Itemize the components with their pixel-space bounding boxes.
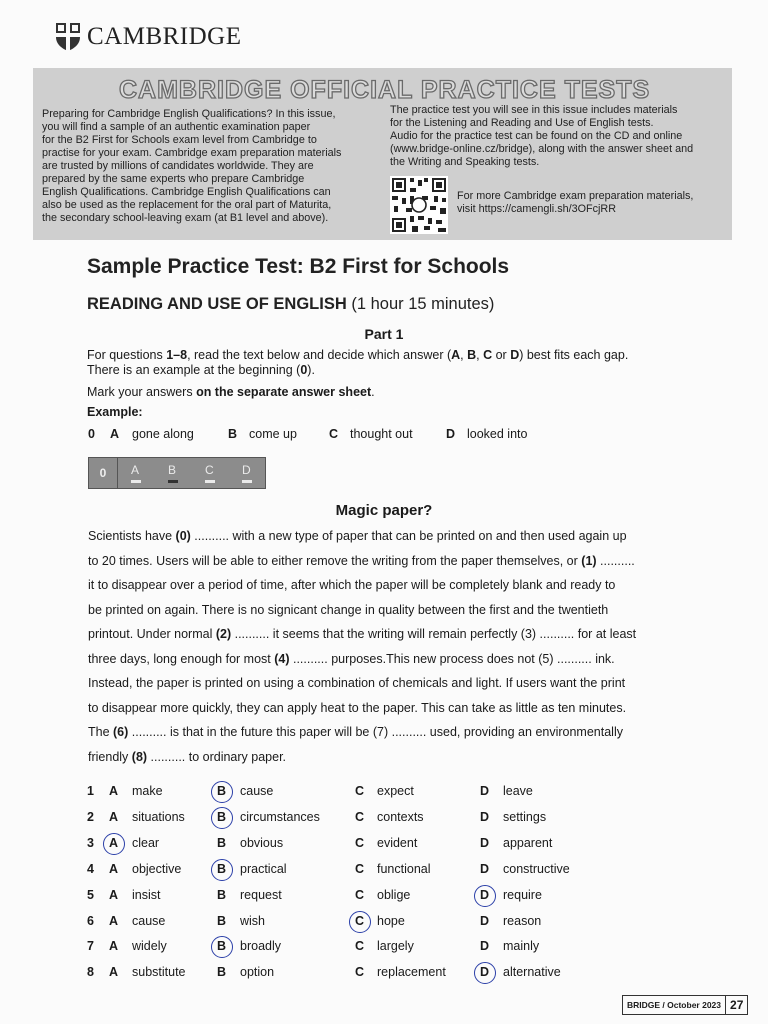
option-letter-a[interactable]: A (109, 939, 119, 954)
instr-text: , (460, 348, 468, 362)
gap-number: (1) (581, 553, 597, 568)
question-number: 5 (87, 887, 94, 902)
answer-instruction (87, 385, 375, 399)
option-letter-b[interactable]: B (217, 939, 227, 954)
instr-text: ) best fits each gap. (519, 348, 629, 362)
pen-circle-mark (474, 962, 496, 984)
promo-line: also be used as the replacement for the oral part of Maturita, (42, 199, 332, 211)
option-text-a[interactable]: make (132, 784, 163, 798)
option-letter-c[interactable]: C (355, 965, 365, 980)
promo-line: Audio for the practice test can be found on the CD and online (390, 130, 683, 142)
answer-bar-c[interactable] (205, 480, 215, 483)
pen-circle-mark (211, 859, 233, 881)
option-letter-a[interactable]: A (109, 965, 119, 980)
pen-circle-mark (474, 885, 496, 907)
option-text-c[interactable]: evident (377, 835, 418, 850)
text-segment: .......... it seems that the writing will remain perfectly (3) .......... for at least (231, 627, 637, 641)
example-letter-a: A (110, 427, 120, 441)
pen-circle-mark (211, 936, 233, 958)
option-text-d[interactable]: mainly (503, 939, 540, 954)
text-line (88, 529, 698, 543)
option-text-b[interactable]: option (240, 965, 275, 980)
option-text-b[interactable]: wish (240, 913, 266, 928)
text-segment: to disappear more quickly, they can apply heat to the paper. This can take as little as ten minutes. (88, 700, 627, 715)
option-letter-c[interactable]: C (355, 887, 365, 902)
section-name: READING AND USE OF ENGLISH (87, 295, 347, 313)
promo-line: The practice test you will see in this issue includes materials (390, 104, 678, 116)
option-letter-b[interactable]: B (217, 784, 227, 798)
option-text-b[interactable]: obvious (240, 835, 284, 850)
option-letter-c[interactable]: C (355, 939, 365, 954)
brand-name: CAMBRIDGE (87, 23, 242, 50)
instr-bold: 1–8 (166, 348, 188, 362)
option-letter-a[interactable]: A (109, 835, 119, 850)
example-answer-box (88, 457, 266, 489)
promo-line: for the B2 First for Schools exam level from Cambridge to (42, 134, 317, 146)
option-letter-b[interactable]: B (217, 861, 227, 876)
question-number: 6 (87, 913, 94, 928)
option-text-d[interactable]: leave (503, 784, 533, 798)
option-text-a[interactable]: cause (132, 913, 166, 928)
instr-text: For questions (87, 348, 167, 362)
pen-circle-mark (349, 911, 371, 933)
promo-right-text (390, 104, 725, 169)
option-text-b[interactable]: circumstances (240, 809, 320, 824)
pen-circle-mark (211, 807, 233, 829)
section-heading (87, 295, 494, 314)
instr-bold: A (451, 348, 461, 362)
promo-line: English Qualifications. Cambridge English Qualifications can (42, 186, 331, 198)
option-text-c[interactable]: oblige (377, 887, 411, 902)
option-text-a[interactable]: clear (132, 835, 160, 850)
option-letter-a[interactable]: A (109, 809, 119, 824)
option-letter-d[interactable]: D (480, 965, 490, 980)
text-line (88, 627, 698, 641)
promo-line: the Writing and Speaking tests. (390, 156, 540, 168)
section-duration: (1 hour 15 minutes) (346, 295, 495, 313)
option-text-d[interactable]: constructive (503, 861, 570, 876)
option-letter-b[interactable]: B (217, 965, 227, 980)
answer-box-letter-d: D (242, 463, 251, 477)
example-letter-b: B (228, 427, 238, 441)
option-text-b[interactable]: practical (240, 861, 287, 876)
pen-circle-mark (103, 833, 125, 855)
text-segment: .......... with a new type of paper that can be printed on and then used again up (190, 529, 627, 543)
option-letter-c[interactable]: C (355, 913, 365, 928)
instructions (87, 348, 687, 378)
gap-number: (8) (131, 749, 148, 764)
promo-line: you will find a sample of an authentic examination paper (42, 121, 311, 133)
option-letter-c[interactable]: C (355, 784, 365, 798)
text-segment: three days, long enough for most (88, 651, 275, 666)
text-line (88, 701, 698, 715)
text-line (88, 652, 698, 666)
text-line (88, 554, 698, 568)
promo-more-text (457, 190, 727, 216)
option-letter-d[interactable]: D (480, 835, 490, 850)
option-letter-a[interactable]: A (109, 913, 119, 928)
promo-left-text (42, 108, 362, 225)
example-letter-c: C (329, 427, 339, 441)
text-segment: printout. Under normal (88, 627, 216, 641)
question-number: 8 (87, 965, 94, 980)
text-segment: be printed on again. There is no signicant change in quality between the first and the twentieth (88, 602, 609, 617)
option-text-a[interactable]: substitute (132, 965, 186, 980)
option-letter-d[interactable]: D (480, 887, 490, 902)
instr-text: Mark your answers (87, 385, 197, 399)
text-segment: .......... to ordinary paper. (147, 749, 287, 764)
promo-link[interactable]: visit https://camengli.sh/3OFcjRR (457, 203, 617, 215)
instr-bold: D (510, 348, 520, 362)
answer-box-letter-c: C (205, 463, 214, 477)
text-line (88, 725, 698, 739)
cambridge-shield-icon (55, 22, 81, 52)
option-text-c[interactable]: hope (377, 913, 405, 928)
text-segment: it to disappear over a period of time, after which the paper will be completely blank and ready to (88, 578, 616, 592)
answer-bar-b-marked[interactable] (168, 480, 178, 483)
part-heading: Part 1 (364, 326, 404, 342)
option-letter-a[interactable]: A (109, 784, 119, 798)
text-title: Magic paper? (335, 502, 433, 519)
option-text-a[interactable]: insist (132, 887, 161, 902)
promo-line: (www.bridge-online.cz/bridge), along with the answer sheet and (390, 143, 694, 155)
instr-bold: C (483, 348, 493, 362)
option-text-c[interactable]: contexts (377, 809, 424, 824)
text-segment: to 20 times. Users will be able to either remove the writing from the paper themselves, or (88, 553, 582, 568)
option-text-b[interactable]: request (240, 887, 282, 902)
text-segment: .......... purposes.This new process does not (5) .......... ink. (289, 651, 615, 666)
example-number: 0 (88, 427, 95, 441)
gap-number: (4) (274, 651, 290, 666)
instr-text: , (476, 348, 484, 362)
text-segment: Instead, the paper is printed on using a combination of chemicals and light. If users want the print (88, 676, 626, 690)
example-option-c: thought out (350, 427, 413, 441)
text-segment: Scientists have (88, 529, 176, 543)
text-line (88, 676, 698, 690)
instr-text: . (371, 385, 375, 399)
instr-text: , read the text below and decide which answer ( (187, 348, 452, 362)
answer-box-number: 0 (89, 458, 118, 488)
option-letter-c[interactable]: C (355, 809, 365, 824)
page-number: 27 (725, 996, 747, 1014)
instr-text: There is an example at the beginning ( (87, 363, 301, 377)
option-text-c[interactable]: functional (377, 861, 431, 876)
answer-bar-a[interactable] (131, 480, 141, 483)
page-footer (622, 995, 748, 1015)
option-text-a[interactable]: widely (132, 939, 167, 954)
qr-code-icon[interactable] (390, 176, 448, 234)
option-letter-b[interactable]: B (217, 835, 227, 850)
option-text-d[interactable]: reason (503, 913, 542, 928)
example-label: Example: (87, 405, 143, 419)
instr-bold: on the separate answer sheet (196, 385, 372, 399)
text-segment: friendly (88, 749, 132, 764)
answer-bar-d[interactable] (242, 480, 252, 483)
option-text-d[interactable]: apparent (503, 835, 553, 850)
option-text-d[interactable]: require (503, 887, 542, 902)
option-text-d[interactable]: alternative (503, 965, 561, 980)
text-segment: The (88, 725, 114, 739)
promo-line: are trusted by millions of candidates worldwide. They are (42, 160, 314, 172)
option-letter-a[interactable]: A (109, 861, 119, 876)
text-line (88, 750, 698, 764)
option-text-c[interactable]: largely (377, 939, 414, 954)
option-text-c[interactable]: expect (377, 784, 414, 798)
option-letter-b[interactable]: B (217, 809, 227, 824)
example-letter-d: D (446, 427, 456, 441)
option-text-a[interactable]: objective (132, 861, 182, 876)
example-option-a: gone along (132, 427, 194, 441)
instr-bold: 0 (300, 363, 308, 377)
option-letter-d[interactable]: D (480, 861, 490, 876)
question-number: 7 (87, 939, 94, 954)
instr-text: ). (307, 363, 315, 377)
option-letter-b[interactable]: B (217, 887, 227, 902)
promo-line: the secondary school-leaving exam (at B1 level and above). (42, 212, 329, 224)
instr-bold: B (467, 348, 477, 362)
text-line (88, 603, 698, 617)
option-letter-c[interactable]: C (355, 835, 365, 850)
text-segment: .......... (596, 553, 635, 568)
promo-line: practise for your exam. Cambridge exam preparation materials (42, 147, 342, 159)
option-text-b[interactable]: cause (240, 784, 274, 798)
gap-number: (0) (175, 529, 191, 543)
promo-line: For more Cambridge exam preparation materials, (457, 190, 694, 202)
question-number: 4 (87, 861, 94, 876)
option-text-d[interactable]: settings (503, 809, 547, 824)
promo-line: for the Listening and Reading and Use of English tests. (390, 117, 654, 129)
option-text-c[interactable]: replacement (377, 965, 446, 980)
text-segment: .......... is that in the future this paper will be (7) .......... used, providing an environmentally (128, 725, 623, 739)
question-number: 2 (87, 809, 94, 824)
option-letter-a[interactable]: A (109, 887, 119, 902)
gap-number: (2) (215, 627, 232, 641)
option-letter-d[interactable]: D (480, 809, 490, 824)
instr-text: or (492, 348, 511, 362)
gap-number: (6) (113, 725, 129, 739)
option-letter-c[interactable]: C (355, 861, 365, 876)
promo-title: CAMBRIDGE OFFICIAL PRACTICE TESTS (119, 76, 651, 104)
question-number: 3 (87, 835, 94, 850)
test-title: Sample Practice Test: B2 First for Schools (87, 255, 510, 278)
answer-box-letter-a: A (131, 463, 140, 477)
issue-label: BRIDGE / October 2023 (627, 1000, 722, 1010)
pen-circle-mark (211, 781, 233, 803)
option-text-b[interactable]: broadly (240, 939, 281, 954)
promo-line: Preparing for Cambridge English Qualifications? In this issue, (42, 108, 336, 120)
option-letter-d[interactable]: D (480, 913, 490, 928)
promo-line: prepared by the same experts who prepare Cambridge (42, 173, 305, 185)
example-option-d: looked into (467, 427, 528, 441)
option-letter-d[interactable]: D (480, 939, 490, 954)
option-text-a[interactable]: situations (132, 809, 185, 824)
question-number: 1 (87, 784, 94, 798)
option-letter-d[interactable]: D (480, 784, 490, 798)
option-letter-b[interactable]: B (217, 913, 227, 928)
example-option-b: come up (249, 427, 297, 441)
text-line (88, 578, 698, 592)
promo-box (33, 68, 732, 240)
answer-box-letter-b: B (168, 463, 177, 477)
cambridge-logo (55, 22, 242, 52)
